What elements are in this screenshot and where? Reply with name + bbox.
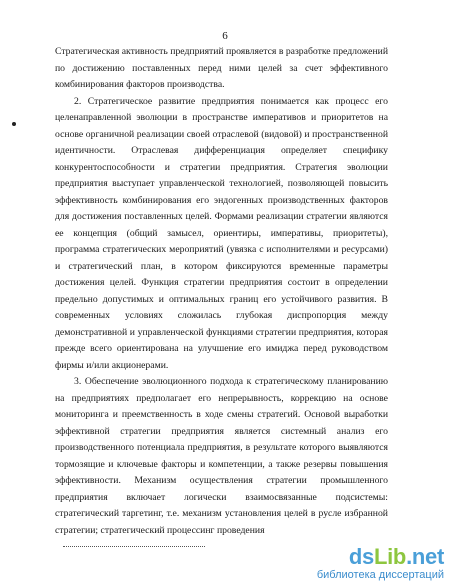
- paragraph-intro: Стратегическая активность предприятий проявляется в разработке предложений по достижению поставленных перед ними целей за счет эффективного комбинирования факторов производства.: [55, 46, 388, 90]
- footnote-separator: [63, 546, 205, 547]
- page-number: 6: [222, 30, 228, 42]
- dslib-watermark: [317, 545, 444, 581]
- paragraph-point-3: 3. Обеспечение эволюционного подхода к стратегическому планированию на предприятиях предполагает его непрерывность, коррекцию на основе мониторинга и преемственность в ходе смены стратегий. Основой выработки эффективной стратегии предприятия является системный анализ его производственного потенциала предприятия, в результате которого выявляются тормозящие и ключевые факторы и компетенции, а также резервы повышения эффективности. Механизм осуществления стратегии промышленного предприятия включает логически взаимосвязанные подсистемы: стратегический таргетинг, т.е. механизм установления целей в русле избранной стратегии; стратегический процессинг проведения: [55, 376, 388, 536]
- watermark-subtitle: библиотека диссертаций: [316, 569, 444, 581]
- logo-net: .net: [406, 544, 444, 569]
- paragraph-point-2: 2. Стратегическое развитие предприятия понимается как процесс его целенаправленной эволюции в пространстве императивов и приоритетов на основе органичной реализации своей отраслевой (видовой) и пространственной идентичности. Отраслевая дифференциация определяет специфику конкурентоспособности и стратегии предприятия. Стратегия эволюции предприятия выступает управленческой технологией, позволяющей повысить эффективность комбинирования его эндогенных производственных факторов для достижения поставленных целей. Формами реализации стратегии являются ее концепция (общий замысел, ориентиры, императивы, приоритеты), программа стратегических мероприятий (увязка с исполнителями и ресурсами) и стратегический план, в котором фиксируются временные параметры достижения целей. Функция стратегии предприятия состоит в определении предельно допустимых и оптимальных границ его устойчивого развития. В современных условиях сложилась глубокая диспропорция между демонстративной и управленческой функциями стратегии предприятия, которая прежде всего ориентирована на улучшение его имиджа перед руководством фирмы и/или акционерами.: [55, 95, 388, 371]
- body-text: [55, 44, 388, 539]
- logo-lib: Lib: [373, 544, 407, 569]
- watermark-logo: [317, 545, 444, 569]
- logo-ds: ds: [348, 544, 374, 569]
- margin-dot: [12, 122, 16, 126]
